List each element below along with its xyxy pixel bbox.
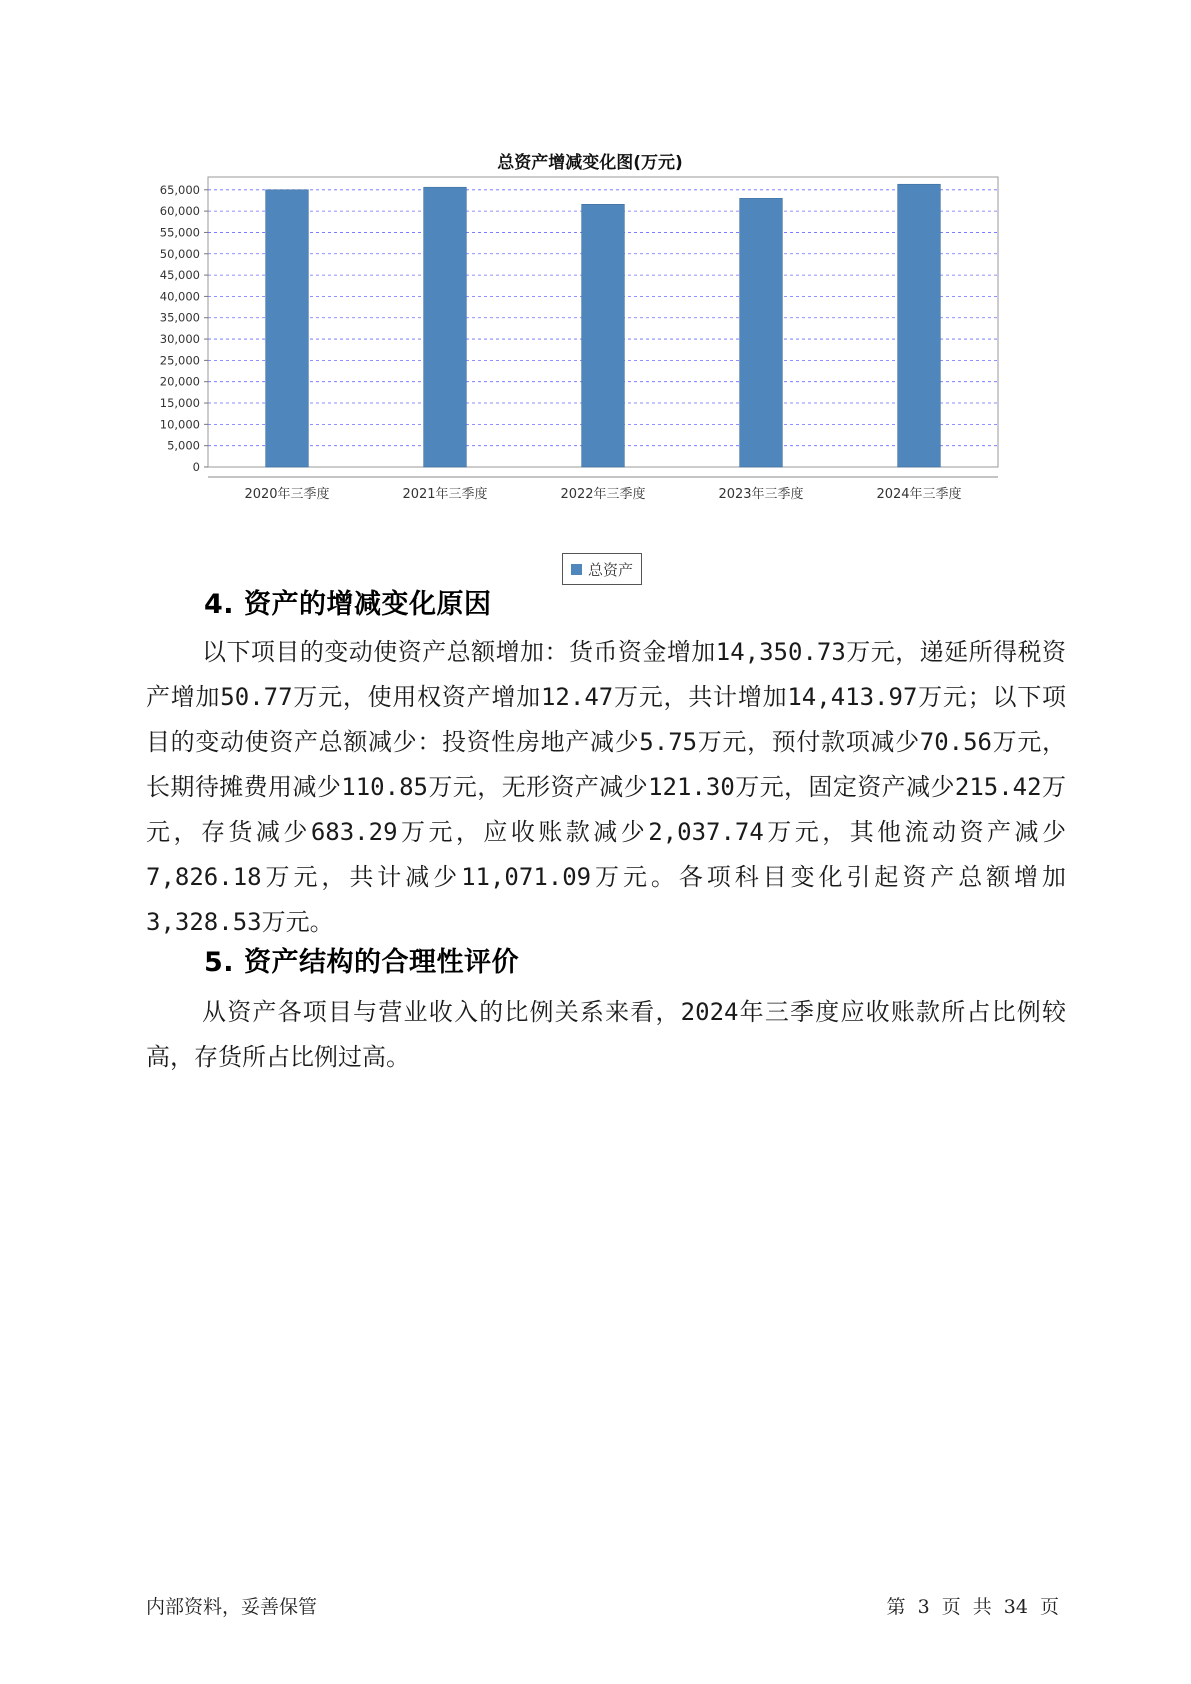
footer-page-number: 第 3 页 共 34 页 xyxy=(886,1596,1059,1618)
section-5-body: 从资产各项目与营业收入的比例关系来看，2024年三季度应收账款所占比例较高，存货所占比例过高。 xyxy=(146,998,1066,1071)
y-tick-label: 0 xyxy=(192,460,200,474)
bar xyxy=(740,198,783,467)
bar xyxy=(898,184,941,467)
bar xyxy=(266,190,309,467)
section-4-body: 以下项目的变动使资产总额增加：货币资金增加14,350.73万元，递延所得税资产增加50.77万元，使用权资产增加12.47万元，共计增加14,413.97万元；以下项目的变动使资产总额减少：投资性房地产减少5.75万元，预付款项减少70.56万元，长期待摊费用减少110.85万元，无形资产减少121.30万元，固定资产减少215.42万元，存货减少683.29万元，应收账款减少2,037.74万元，其他流动资产减少7,826.18万元，共计减少11,071.09万元。各项科目变化引起资产总额增加3,328.53万元。 xyxy=(146,638,1066,936)
y-tick-label: 45,000 xyxy=(159,268,200,283)
y-tick-label: 35,000 xyxy=(159,310,200,325)
chart-title: 总资产增减变化图(万元) xyxy=(497,153,683,173)
x-tick-label: 2023年三季度 xyxy=(718,487,804,502)
section-4-heading: 4. 资产的增减变化原因 xyxy=(204,589,492,620)
y-tick-label: 65,000 xyxy=(159,182,200,197)
bar xyxy=(582,204,625,467)
x-tick-label: 2021年三季度 xyxy=(402,487,488,502)
y-tick-label: 30,000 xyxy=(159,332,200,347)
bar xyxy=(424,187,467,467)
x-tick-label: 2020年三季度 xyxy=(244,487,330,502)
total-assets-chart xyxy=(150,140,1030,600)
y-tick-label: 55,000 xyxy=(159,225,200,240)
chart-legend xyxy=(562,553,642,585)
y-tick-label: 25,000 xyxy=(159,353,200,368)
y-tick-label: 5,000 xyxy=(167,438,200,453)
y-tick-label: 60,000 xyxy=(159,204,200,219)
chart-plot xyxy=(150,140,1030,600)
y-tick-label: 50,000 xyxy=(159,246,200,261)
x-tick-label: 2024年三季度 xyxy=(876,487,962,502)
legend-swatch xyxy=(571,564,582,575)
y-tick-label: 10,000 xyxy=(159,417,200,432)
footer-confidential: 内部资料，妥善保管 xyxy=(146,1596,318,1618)
y-tick-label: 40,000 xyxy=(159,289,200,304)
section-5-heading: 5. 资产结构的合理性评价 xyxy=(204,947,519,978)
y-tick-label: 20,000 xyxy=(159,374,200,389)
y-tick-label: 15,000 xyxy=(159,396,200,411)
x-tick-label: 2022年三季度 xyxy=(560,487,646,502)
legend-label: 总资产 xyxy=(588,560,634,579)
